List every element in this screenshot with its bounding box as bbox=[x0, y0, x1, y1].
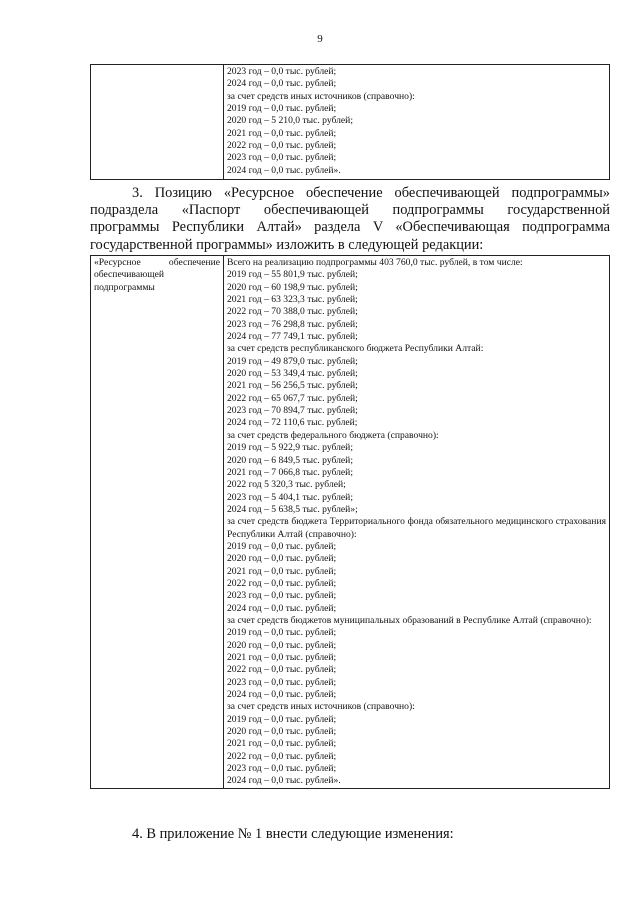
text-line: 2019 год – 0,0 тыс. рублей; bbox=[227, 540, 337, 552]
continuation-table bbox=[90, 64, 610, 180]
text-line: 2024 год – 5 638,5 тыс. рублей»; bbox=[227, 503, 358, 515]
paragraph-line: 3. Позицию «Ресурсное обеспечение обеспечивающей подпрограммы» bbox=[132, 185, 610, 201]
label-line: «Ресурсное обеспечение bbox=[94, 257, 220, 268]
text-line: 2019 год – 0,0 тыс. рублей; bbox=[227, 103, 337, 115]
text-line: 2023 год – 0,0 тыс. рублей; bbox=[227, 152, 337, 164]
text-line: 2020 год – 0,0 тыс. рублей; bbox=[227, 726, 337, 738]
municipal-heading: за счет средств бюджетов муниципальных образований в Республике Алтай (справочно): bbox=[227, 614, 592, 626]
continuation-value-cell bbox=[224, 65, 610, 180]
text-line: 2019 год – 0,0 тыс. рублей; bbox=[227, 627, 337, 639]
text-line: 2024 год – 77 749,1 тыс. рублей; bbox=[227, 331, 358, 343]
text-line: 2023 год – 76 298,8 тыс. рублей; bbox=[227, 318, 358, 330]
text-line: 2019 год – 55 801,9 тыс. рублей; bbox=[227, 269, 358, 281]
label-line: обеспечивающей bbox=[94, 269, 165, 281]
text-line: 2023 год – 0,0 тыс. рублей; bbox=[227, 763, 337, 775]
text-line: 2020 год – 53 349,4 тыс. рублей; bbox=[227, 368, 358, 380]
text-line: 2023 год – 0,0 тыс. рублей; bbox=[227, 66, 337, 77]
text-line: 2020 год – 60 198,9 тыс. рублей; bbox=[227, 281, 358, 293]
text-line: 2023 год – 0,0 тыс. рублей; bbox=[227, 676, 337, 688]
text-line: 2021 год – 56 256,5 тыс. рублей; bbox=[227, 380, 358, 392]
text-line: 2024 год – 0,0 тыс. рублей». bbox=[227, 775, 341, 787]
text-line: 2024 год – 0,0 тыс. рублей». bbox=[227, 164, 341, 176]
text-line: за счет средств республиканского бюджета Республики Алтай: bbox=[227, 343, 484, 355]
text-line: 2022 год – 0,0 тыс. рублей; bbox=[227, 664, 337, 676]
text-line: 2022 год – 0,0 тыс. рублей; bbox=[227, 140, 337, 152]
text-line: 2021 год – 0,0 тыс. рублей; bbox=[227, 565, 337, 577]
text-line: 2021 год – 0,0 тыс. рублей; bbox=[227, 127, 337, 139]
resource-label-cell bbox=[91, 256, 224, 789]
text-line: 2021 год – 0,0 тыс. рублей; bbox=[227, 738, 337, 750]
paragraph-line: государственной программы» изложить в следующей редакции: bbox=[90, 236, 484, 253]
text-line: Всего на реализацию подпрограммы 403 760,0 тыс. рублей, в том числе: bbox=[227, 257, 523, 268]
other-heading: за счет средств иных источников (справочно): bbox=[227, 701, 415, 713]
text-line: 2022 год – 0,0 тыс. рублей; bbox=[227, 750, 337, 762]
text-line: за счет средств федерального бюджета (справочно): bbox=[227, 429, 439, 441]
label-line: подпрограммы bbox=[94, 281, 155, 293]
text-line: 2019 год – 0,0 тыс. рублей; bbox=[227, 713, 337, 725]
text-line: 2021 год – 7 066,8 тыс. рублей; bbox=[227, 466, 353, 478]
text-line: 2023 год – 5 404,1 тыс. рублей; bbox=[227, 491, 353, 503]
text-line: 2020 год – 5 210,0 тыс. рублей; bbox=[227, 115, 353, 127]
resource-value-cell bbox=[224, 256, 610, 789]
paragraph-line: подраздела «Паспорт обеспечивающей подпрограммы государственной bbox=[90, 202, 610, 219]
text-line: 2020 год – 0,0 тыс. рублей; bbox=[227, 553, 337, 565]
text-line: 2020 год – 6 849,5 тыс. рублей; bbox=[227, 454, 353, 466]
text-line: 2023 год – 0,0 тыс. рублей; bbox=[227, 590, 337, 602]
text-line: 2024 год – 0,0 тыс. рублей; bbox=[227, 78, 337, 90]
text-line: 2024 год – 0,0 тыс. рублей; bbox=[227, 602, 337, 614]
text-line: 2022 год – 0,0 тыс. рублей; bbox=[227, 577, 337, 589]
paragraph-line: программы Республики Алтай» раздела V «Обеспечивающая подпрограмма bbox=[90, 219, 610, 236]
text-line: 2022 год – 65 067,7 тыс. рублей; bbox=[227, 392, 358, 404]
paragraph-4: 4. В приложение № 1 внести следующие изменения: bbox=[132, 826, 454, 842]
text-line: за счет средств иных источников (справочно): bbox=[227, 90, 415, 102]
text-line: 2019 год – 49 879,0 тыс. рублей; bbox=[227, 355, 358, 367]
text-line: 2021 год – 63 323,3 тыс. рублей; bbox=[227, 294, 358, 306]
resource-table bbox=[90, 255, 610, 789]
text-line: 2022 год – 70 388,0 тыс. рублей; bbox=[227, 306, 358, 318]
tfoms-heading: за счет средств бюджета Территориального фонда обязательного медицинского страхования Республики Алтай (справочно): bbox=[227, 516, 606, 540]
text-line: 2020 год – 0,0 тыс. рублей; bbox=[227, 639, 337, 651]
continuation-label-cell bbox=[91, 65, 224, 180]
text-line: 2021 год – 0,0 тыс. рублей; bbox=[227, 652, 337, 663]
paragraph-3 bbox=[90, 185, 610, 254]
text-line: 2022 год 5 320,3 тыс. рублей; bbox=[227, 479, 346, 491]
text-line: 2023 год – 70 894,7 тыс. рублей; bbox=[227, 405, 358, 417]
text-line: 2019 год – 5 922,9 тыс. рублей; bbox=[227, 442, 353, 454]
text-line: 2024 год – 72 110,6 тыс. рублей; bbox=[227, 417, 358, 429]
text-line: 2024 год – 0,0 тыс. рублей; bbox=[227, 689, 337, 701]
page-number: 9 bbox=[317, 33, 323, 45]
